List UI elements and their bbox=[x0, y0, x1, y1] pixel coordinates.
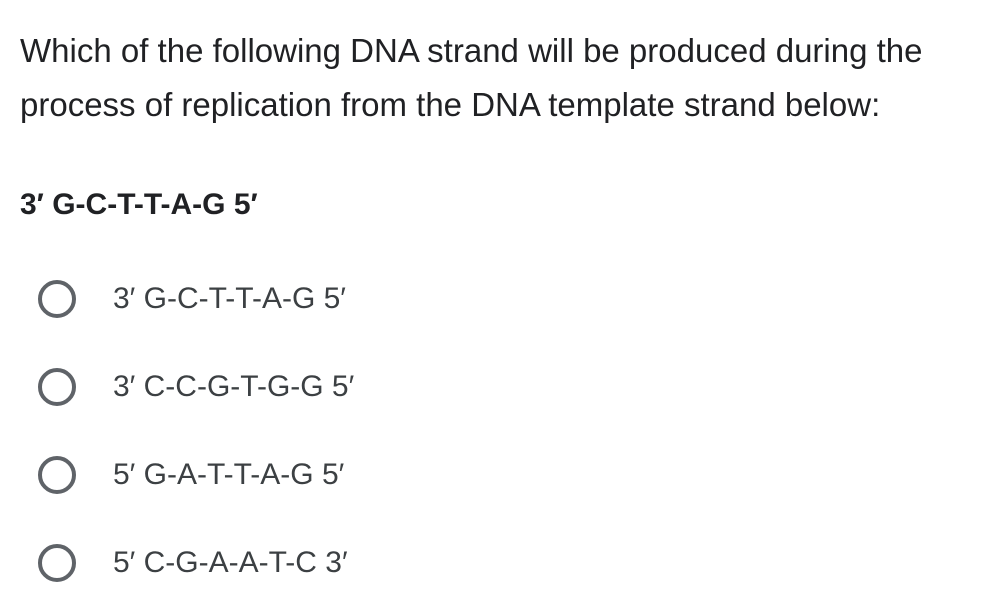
radio-button[interactable] bbox=[38, 368, 76, 406]
radio-button[interactable] bbox=[38, 544, 76, 582]
template-strand: 3′ G-C-T-T-A-G 5′ bbox=[20, 188, 258, 221]
radio-button[interactable] bbox=[38, 456, 76, 494]
option-label: 5′ G-A-T-T-A-G 5′ bbox=[113, 458, 345, 491]
option-2[interactable] bbox=[38, 343, 638, 431]
question-text: Which of the following DNA strand will be produced during the process of replication from the DNA template strand below: bbox=[20, 32, 923, 123]
option-1[interactable] bbox=[38, 255, 638, 343]
option-label: 5′ C-G-A-A-T-C 3′ bbox=[113, 546, 348, 579]
option-label: 3′ G-C-T-T-A-G 5′ bbox=[113, 282, 346, 315]
answer-options bbox=[38, 255, 638, 607]
option-label: 3′ C-C-G-T-G-G 5′ bbox=[113, 370, 355, 403]
option-3[interactable] bbox=[38, 431, 638, 519]
option-4[interactable] bbox=[38, 519, 638, 607]
radio-button[interactable] bbox=[38, 280, 76, 318]
